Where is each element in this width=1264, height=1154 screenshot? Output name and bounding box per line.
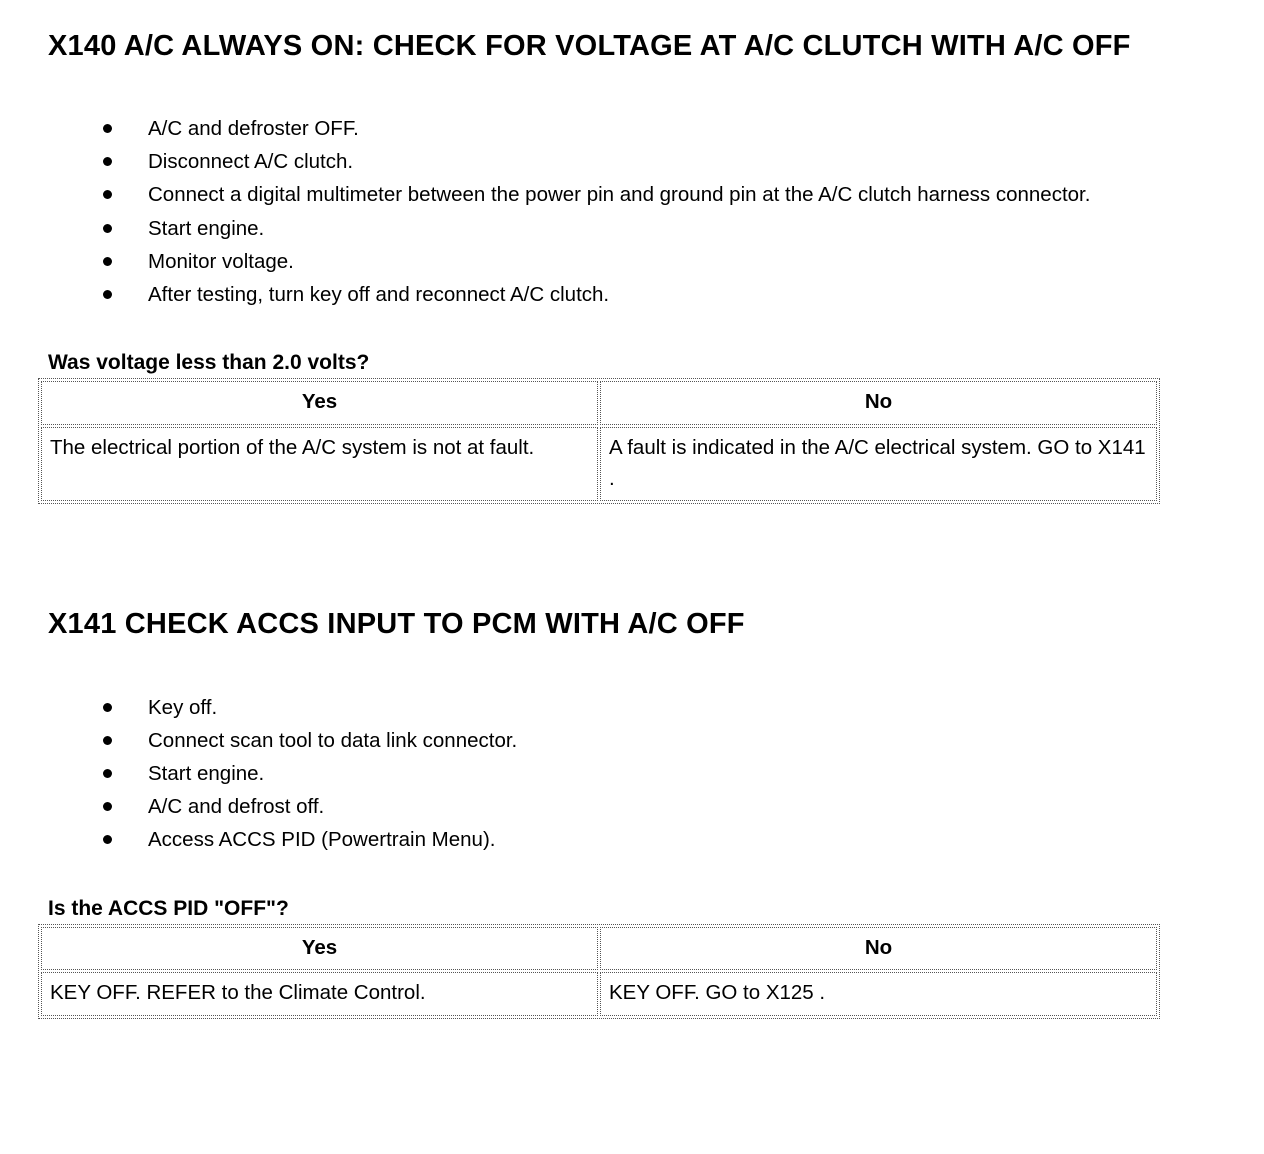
procedure-step: After testing, turn key off and reconnect A/C clutch. [48, 278, 1216, 311]
procedure-step: Disconnect A/C clutch. [48, 145, 1216, 178]
table-cell-yes: The electrical portion of the A/C system is not at fault. [41, 427, 598, 502]
table-header-no: No [600, 381, 1157, 425]
procedure-list [48, 691, 1216, 857]
procedure-list [48, 112, 1216, 311]
section-x141 [48, 604, 1216, 1019]
procedure-step: Key off. [48, 691, 1216, 724]
table-header-yes: Yes [41, 927, 598, 971]
procedure-step: Start engine. [48, 757, 1216, 790]
decision-table [38, 378, 1160, 504]
question-text: Is the ACCS PID "OFF"? [48, 896, 289, 920]
table-header-no: No [600, 927, 1157, 971]
table-row [41, 972, 1157, 1016]
table-cell-no: A fault is indicated in the A/C electrical system. GO to X141 . [600, 427, 1157, 502]
procedure-step: A/C and defroster OFF. [48, 112, 1216, 145]
procedure-step: Start engine. [48, 212, 1216, 245]
procedure-step: A/C and defrost off. [48, 790, 1216, 823]
procedure-step: Access ACCS PID (Powertrain Menu). [48, 823, 1216, 856]
table-cell-yes: KEY OFF. REFER to the Climate Control. [41, 972, 598, 1016]
table-cell-no: KEY OFF. GO to X125 . [600, 972, 1157, 1016]
section-x140 [48, 26, 1216, 504]
table-header-row [41, 381, 1157, 425]
procedure-step: Monitor voltage. [48, 245, 1216, 278]
procedure-step: Connect a digital multimeter between the power pin and ground pin at the A/C clutch harness connector. [48, 178, 1216, 211]
table-header-row [41, 927, 1157, 971]
section-heading: X141 CHECK ACCS INPUT TO PCM WITH A/C OFF [48, 608, 745, 641]
section-heading: X140 A/C ALWAYS ON: CHECK FOR VOLTAGE AT A/C CLUTCH WITH A/C OFF [48, 30, 1131, 62]
procedure-step: Connect scan tool to data link connector. [48, 724, 1216, 757]
decision-table [38, 924, 1160, 1020]
table-row [41, 427, 1157, 502]
table-header-yes: Yes [41, 381, 598, 425]
question-text: Was voltage less than 2.0 volts? [48, 351, 370, 375]
